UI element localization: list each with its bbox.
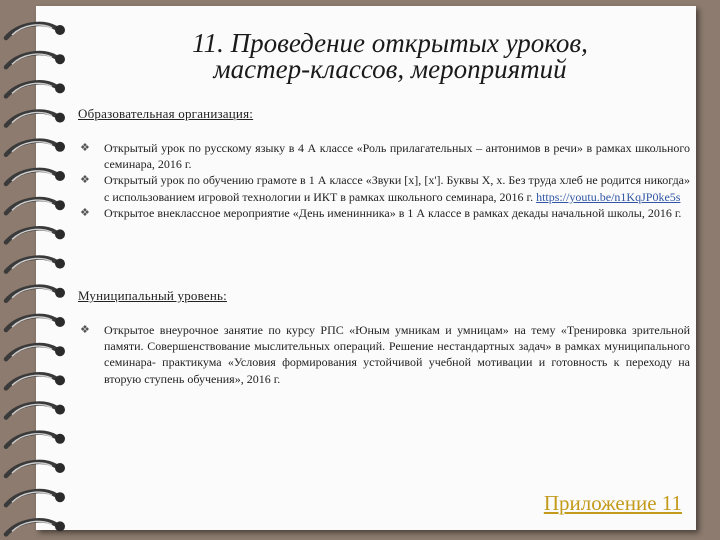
slide-page — [36, 6, 696, 530]
binding-hole — [55, 405, 65, 415]
binding-hole — [55, 83, 65, 93]
list-item-text: Открытое внеклассное мероприятие «День именинника» в 1 А классе в рамках декады начальной школы, 2016 г. — [104, 205, 682, 220]
appendix-link[interactable]: Приложение 11 — [543, 491, 682, 515]
bullet-icon: ❖ — [80, 174, 90, 187]
list-item — [78, 205, 690, 221]
slide-title-line1: 11. Проведение открытых уроков, — [192, 28, 588, 58]
list-item-text: Открытый урок по русскому языку в 4 А классе «Роль прилагательных – антонимов в речи» в рамках школьного семинара, 2016 г. — [104, 141, 690, 172]
bullet-icon: ❖ — [80, 142, 90, 154]
spiral-binding — [0, 0, 80, 540]
binding-hole — [55, 259, 65, 269]
section-heading-municipal: Муниципальный уровень: — [78, 288, 227, 303]
section-heading-organization: Образовательная организация: — [78, 106, 254, 121]
binding-hole — [55, 346, 65, 356]
list-item-text: Открытый урок по обучению грамоте в 1 А классе «Звуки [х], [х']. Буквы Х, х. Без труда хлеб не родится никогда» с использованием игровой технологии и ИКТ в рамках школьного семинара, 2016 г. — [104, 173, 690, 204]
list-item — [78, 322, 690, 387]
binding-hole — [55, 317, 65, 327]
binding-hole — [55, 200, 65, 210]
binding-hole — [55, 54, 65, 64]
list-item-text: Открытое внеурочное занятие по курсу РПС «Юным умникам и умницам» на тему «Тренировка зрительной памяти. Совершенствование мыслительных операций. Решение нестандартных задач» в рамках муниципального семинара- практикума «Условия формирования устойчивой учебной мотивации и готовность к переходу на вторую ступень обучения», 2016 г. — [104, 323, 690, 386]
binding-hole — [55, 521, 65, 531]
bullet-icon: ❖ — [80, 206, 90, 219]
binding-hole — [55, 171, 65, 181]
binding-hole — [55, 434, 65, 444]
binding-hole — [55, 229, 65, 239]
binding-hole — [55, 492, 65, 502]
list-item — [78, 140, 690, 172]
binding-hole — [55, 463, 65, 473]
binding-hole — [55, 288, 65, 298]
binding-hole — [55, 142, 65, 152]
binding-hole — [55, 375, 65, 385]
binding-hole — [55, 25, 65, 35]
binding-hole — [55, 113, 65, 123]
list-item — [78, 172, 690, 204]
municipal-event-list — [78, 322, 690, 387]
slide-title-line2: мастер-классов, мероприятий — [213, 54, 567, 84]
video-link[interactable]: https://youtu.be/n1KqJP0ke5s — [536, 189, 681, 204]
organization-event-list — [78, 140, 690, 221]
bullet-icon: ❖ — [80, 324, 90, 336]
